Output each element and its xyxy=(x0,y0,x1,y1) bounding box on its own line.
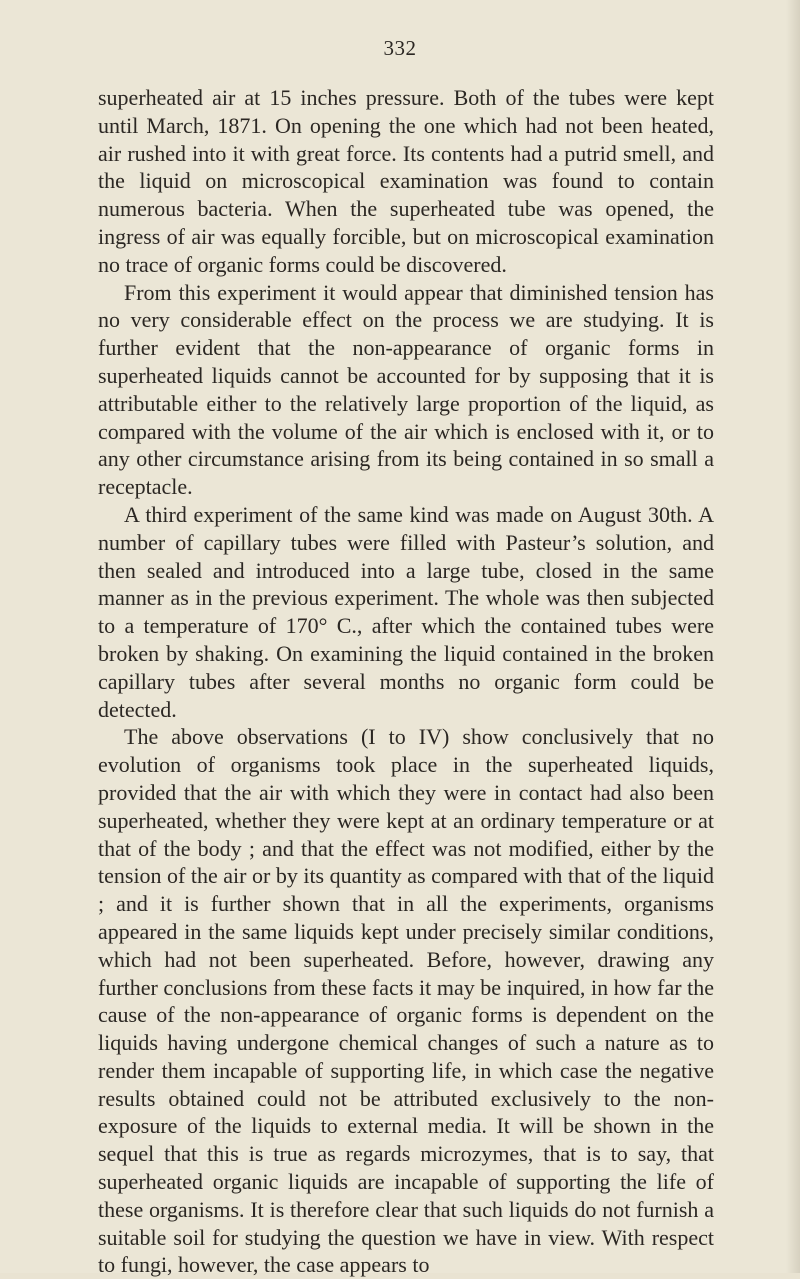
page-body xyxy=(98,84,714,1279)
paragraph-tension-conclusion: From this experiment it would appear that diminished tension has no very considerable effect on the process we are studying. It is further evident that the non-appearance of organic forms in superheated liquids cannot be accounted for by supposing that it is attributable either to the relatively large proportion of the liquid, as compared with the volume of the air which is enclosed with it, or to any other circumstance arising from its being contained in so small a receptacle. xyxy=(98,279,714,500)
paragraph-third-experiment: A third experiment of the same kind was made on August 30th. A number of capillary tubes were filled with Pasteur’s solution, and then sealed and introduced into a large tube, closed in the same manner as in the previous experiment. The whole was then subjected to a temperature of 170° C., after which the contained tubes were broken by shaking. On examining the liquid contained in the broken capillary tubes after several months no organic form could be detected. xyxy=(98,501,714,722)
page-number: 332 xyxy=(383,36,417,60)
page-edge-shadow xyxy=(786,0,800,1273)
paragraph-continuation: superheated air at 15 inches pressure. Both of the tubes were kept until March, 1871. On opening the one which had not been heated, air rushed into it with great force. Its contents had a putrid smell, and the liquid on microscopical examination was found to contain numerous bacteria. When the superheated tube was opened, the ingress of air was equally forcible, but on microscopical examination no trace of organic forms could be discovered. xyxy=(98,85,714,277)
paragraph-observations-summary: The above observations (I to IV) show conclusively that no evolution of organisms took place in the superheated liquids, provided that the air with which they were in contact had also been superheated, whether they were kept at an ordinary temperature or at that of the body ; and that the effect was not modified, either by the tension of the air or by its quantity as compared with that of the liquid ; and it is further shown that in all the experiments, organisms appeared in the same liquids kept under precisely similar conditions, which had not been superheated. Before, however, drawing any further conclusions from these facts it may be inquired, in how far the cause of the non-appearance of organic forms is dependent on the liquids having undergone chemical changes of such a nature as to render them incapable of supporting life, in which case the negative results obtained could not be attributed exclusively to the non-exposure of the liquids to external media. It will be shown in the sequel that this is true as regards microzymes, that is to say, that superheated organic liquids are incapable of supporting the life of these organisms. It is therefore clear that such liquids do not furnish a suitable soil for studying the question we have in view. With respect to fungi, however, the case appears to xyxy=(98,724,714,1278)
